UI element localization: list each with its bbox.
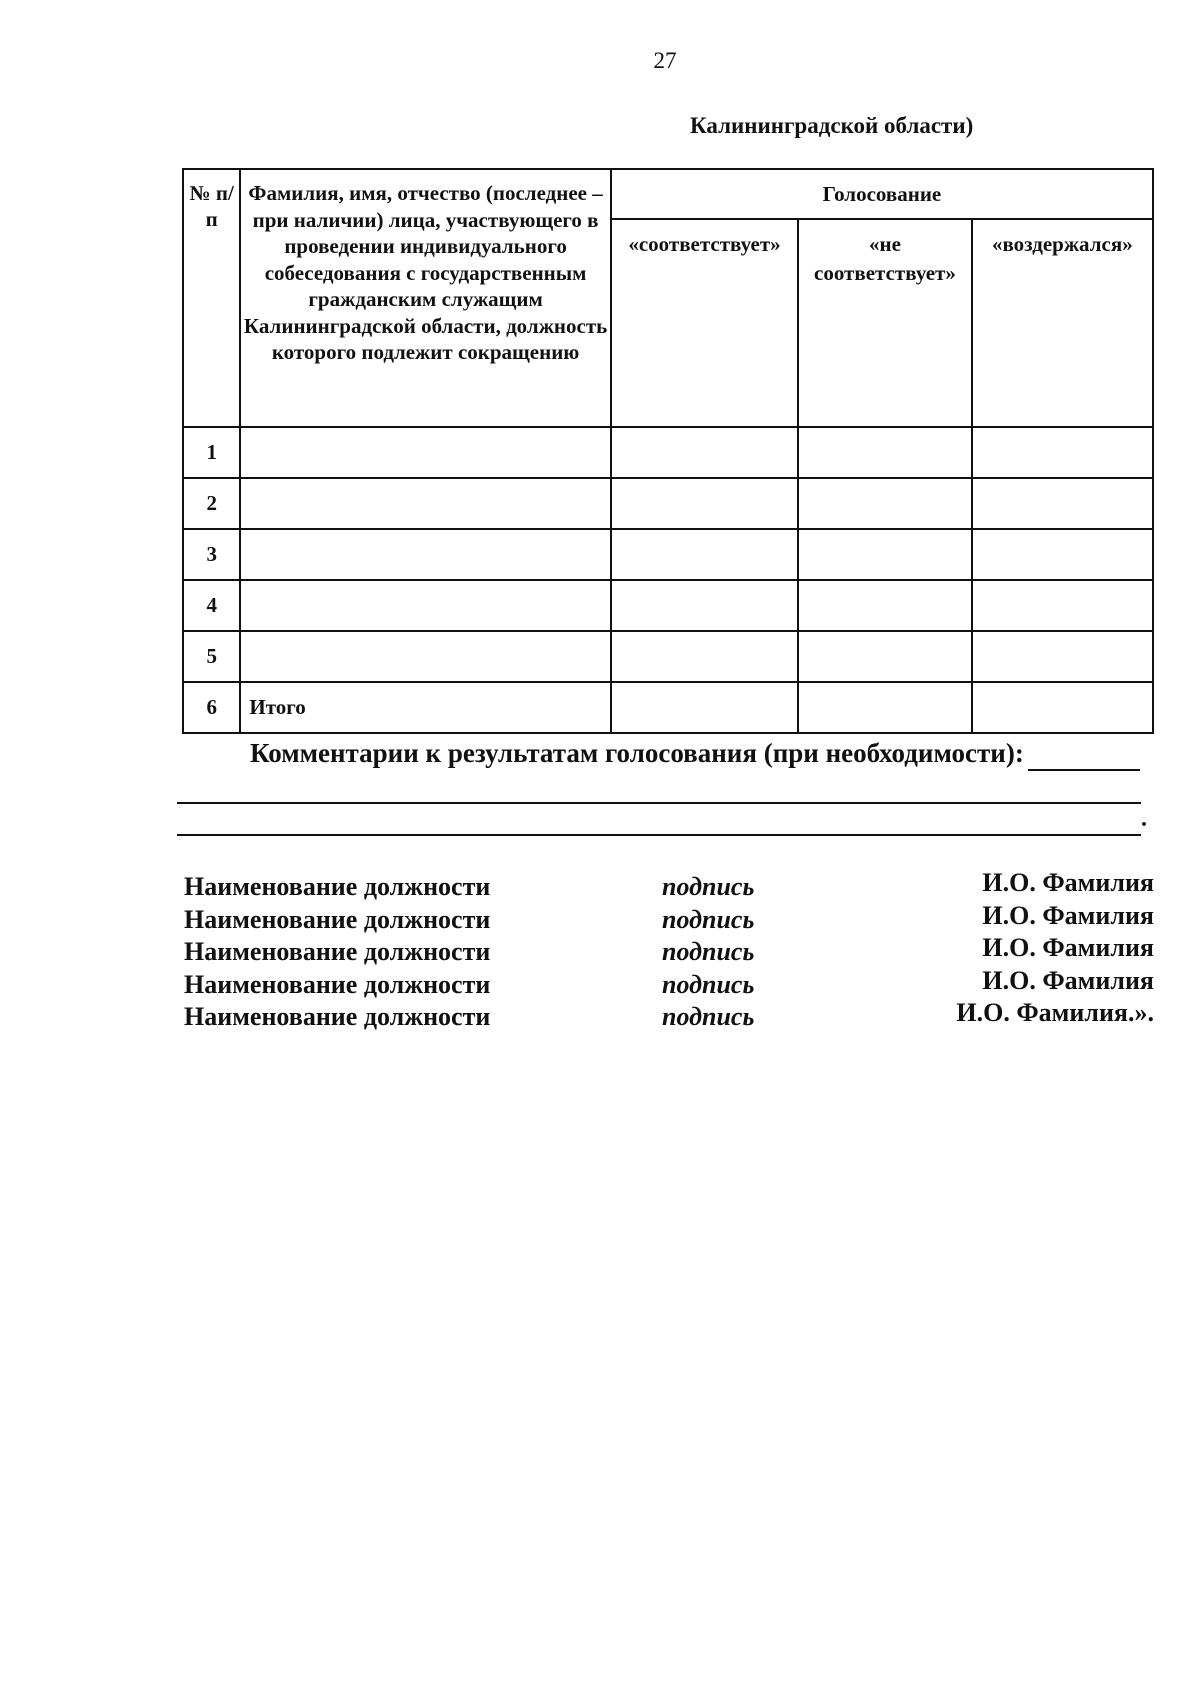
vote-cell-not-corresponds xyxy=(798,529,971,580)
signature-block xyxy=(184,868,1154,1031)
signature-placeholder: подпись xyxy=(662,937,755,966)
vote-cell-not-corresponds xyxy=(798,478,971,529)
vote-cell-corresponds xyxy=(611,427,798,478)
signature-placeholder: подпись xyxy=(662,872,755,901)
signature-position: Наименование должности xyxy=(184,872,491,901)
table-row xyxy=(183,427,1153,478)
row-name-cell xyxy=(240,427,610,478)
signature-position: Наименование должности xyxy=(184,937,491,966)
vote-option-abstained: «воздержался» xyxy=(972,219,1153,427)
vote-cell-corresponds xyxy=(611,631,798,682)
vote-cell-corresponds xyxy=(611,529,798,580)
header-continuation: Калининградской области) xyxy=(690,113,974,138)
vote-cell-abstained xyxy=(972,427,1153,478)
vote-cell-abstained xyxy=(972,529,1153,580)
vote-cell-abstained xyxy=(972,478,1153,529)
signature-name: И.О. Фамилия xyxy=(982,965,1154,995)
row-number: 1 xyxy=(183,427,240,478)
vote-cell-not-corresponds xyxy=(798,682,971,733)
vote-cell-corresponds xyxy=(611,580,798,631)
signature-row xyxy=(184,998,1154,1031)
row-number: 2 xyxy=(183,478,240,529)
signature-position: Наименование должности xyxy=(184,904,491,934)
vote-cell-abstained xyxy=(972,580,1153,631)
signature-row xyxy=(184,933,1154,966)
vote-cell-abstained xyxy=(972,682,1153,733)
table-header-row xyxy=(183,169,1153,219)
comments-label: Комментарии к результатам голосования (при необходимости): xyxy=(250,738,1024,768)
row-number: 5 xyxy=(183,631,240,682)
row-number: 3 xyxy=(183,529,240,580)
col-number-header: № п/п xyxy=(183,169,240,427)
comments-blank-inline xyxy=(1028,769,1140,771)
signature-row xyxy=(184,901,1154,934)
vote-cell-corresponds xyxy=(611,682,798,733)
table-row xyxy=(183,478,1153,529)
table-row xyxy=(183,580,1153,631)
vote-cell-not-corresponds xyxy=(798,631,971,682)
voting-group-header: Голосование xyxy=(611,169,1153,219)
signature-position: Наименование должности xyxy=(184,969,491,999)
comments-blank-line xyxy=(177,802,1141,804)
comments-end-period: . xyxy=(1141,806,1147,832)
vote-cell-not-corresponds xyxy=(798,427,971,478)
table-row-total xyxy=(183,682,1153,733)
page-number: 27 xyxy=(653,48,677,73)
table-row xyxy=(183,529,1153,580)
vote-option-not-corresponds: «не соответствует» xyxy=(798,219,971,427)
vote-cell-not-corresponds xyxy=(798,580,971,631)
vote-cell-abstained xyxy=(972,631,1153,682)
voting-table xyxy=(182,168,1154,734)
row-name-cell: Итого xyxy=(240,682,610,733)
signature-placeholder: подпись xyxy=(662,969,755,999)
row-name-cell xyxy=(240,478,610,529)
signature-placeholder: подпись xyxy=(662,1002,755,1031)
signature-position: Наименование должности xyxy=(184,1002,491,1031)
table-row xyxy=(183,631,1153,682)
vote-option-corresponds: «соответствует» xyxy=(611,219,798,427)
signature-row xyxy=(184,966,1154,999)
row-number: 4 xyxy=(183,580,240,631)
vote-cell-corresponds xyxy=(611,478,798,529)
row-name-cell xyxy=(240,580,610,631)
signature-placeholder: подпись xyxy=(662,904,755,934)
signature-name: И.О. Фамилия xyxy=(982,933,1154,962)
comments-blank-line xyxy=(177,834,1141,836)
row-name-cell xyxy=(240,529,610,580)
signature-row xyxy=(184,868,1154,901)
signature-name: И.О. Фамилия xyxy=(982,868,1154,897)
signature-name: И.О. Фамилия.». xyxy=(956,998,1154,1027)
col-name-header: Фамилия, имя, отчество (последнее – при наличии) лица, участвующего в проведении индивидуального собеседования с государственным гражданским служащим Калининградской области, должность которого подлежит сокращению xyxy=(240,169,610,427)
row-name-cell xyxy=(240,631,610,682)
row-number: 6 xyxy=(183,682,240,733)
signature-name: И.О. Фамилия xyxy=(982,900,1154,930)
